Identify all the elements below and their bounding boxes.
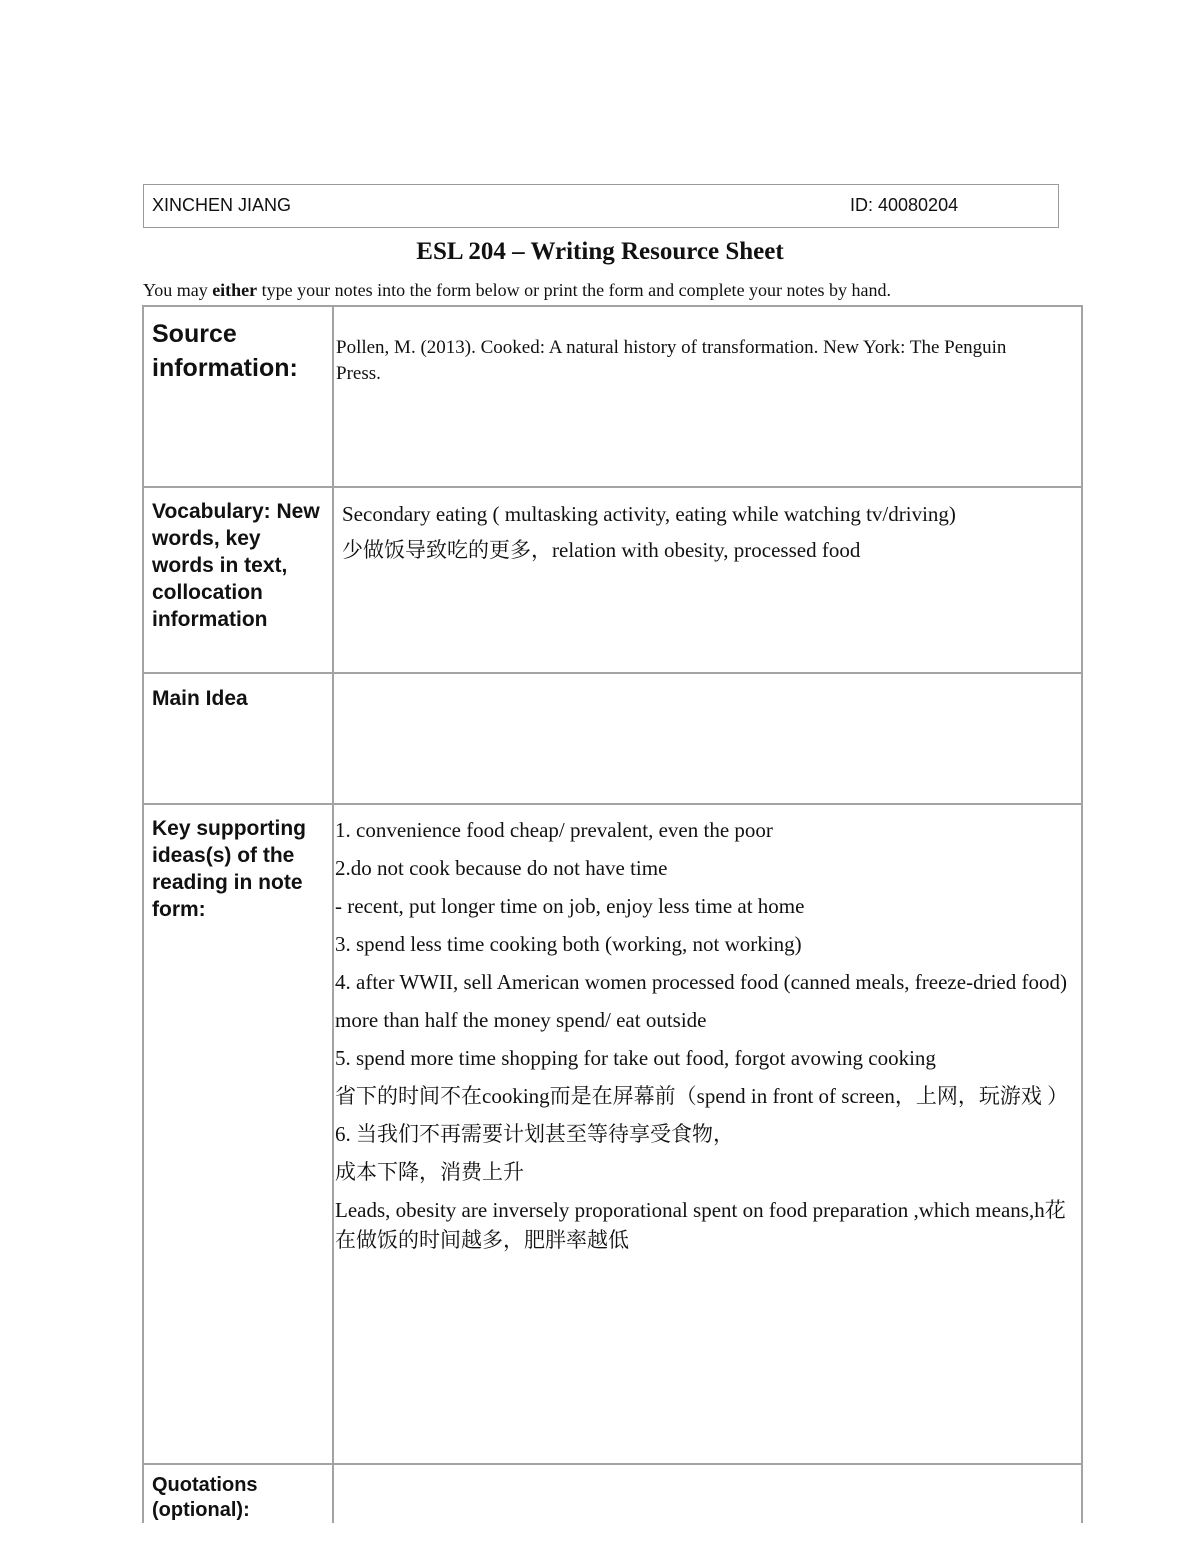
key-idea-line: 6. 当我们不再需要计划甚至等待享受食物， (335, 1122, 734, 1146)
instruction-after: type your notes into the form below or print the form and complete your notes by hand. (257, 280, 892, 300)
key-idea-line: 省下的时间不在cooking而是在屏幕前（spend in front of screen，上网，玩游戏 ） (335, 1084, 1069, 1108)
source-cell[interactable] (333, 306, 1082, 487)
quotations-label: Quotations (optional): (143, 1464, 333, 1523)
student-id: ID: 40080204 (850, 195, 959, 215)
key-idea-line: 2.do not cook because do not have time (335, 856, 668, 880)
key-ideas-cell[interactable] (333, 804, 1082, 1464)
quotations-cell[interactable] (333, 1464, 1082, 1523)
vocabulary-line: Secondary eating ( multasking activity, eating while watching tv/driving) (342, 502, 956, 526)
key-idea-line: 1. convenience food cheap/ prevalent, even the poor (335, 818, 773, 842)
vocabulary-label: Vocabulary: New words, key words in text, collocation information (143, 487, 333, 673)
key-ideas-row (143, 804, 1082, 1464)
source-row (143, 306, 1082, 487)
main-idea-row (143, 673, 1082, 804)
vocabulary-cell[interactable] (333, 487, 1082, 673)
key-idea-line: 5. spend more time shopping for take out food, forgot avowing cooking (335, 1046, 936, 1070)
key-idea-line: 3. spend less time cooking both (working, not working) (335, 932, 802, 956)
vocabulary-row (143, 487, 1082, 673)
vocabulary-line: 少做饭导致吃的更多，relation with obesity, processed food (342, 538, 861, 562)
key-idea-line: - recent, put longer time on job, enjoy less time at home (335, 894, 805, 918)
resource-form-table (142, 305, 1083, 1523)
student-header (143, 184, 1059, 228)
instruction-before: You may (143, 280, 213, 300)
key-ideas-list (334, 805, 1081, 1255)
key-ideas-label: Key supporting ideas(s) of the reading in note form: (143, 804, 333, 1464)
vocabulary-content (334, 488, 1081, 568)
source-content: Pollen, M. (2013). Cooked: A natural history of transformation. New York: The Penguin Press. (336, 337, 1007, 384)
document-title: ESL 204 – Writing Resource Sheet (416, 238, 784, 265)
instruction-emphasis: either (212, 280, 258, 300)
key-idea-line: 4. after WWII, sell American women processed food (canned meals, freeze-dried food) (335, 970, 1067, 994)
key-idea-line: more than half the money spend/ eat outside (335, 1008, 707, 1032)
instruction-text (143, 280, 1143, 301)
student-name: XINCHEN JIANG (152, 195, 292, 215)
quotations-row (143, 1464, 1082, 1523)
main-idea-label: Main Idea (143, 673, 333, 804)
key-idea-line: 成本下降，消费上升 (335, 1160, 524, 1184)
main-idea-cell[interactable] (333, 673, 1082, 804)
key-idea-line: Leads, obesity are inversely proporational spent on food preparation ,which means,h花在做饭的时间越多，肥胖率越低 (335, 1198, 1066, 1252)
source-label: Source information: (143, 306, 333, 487)
